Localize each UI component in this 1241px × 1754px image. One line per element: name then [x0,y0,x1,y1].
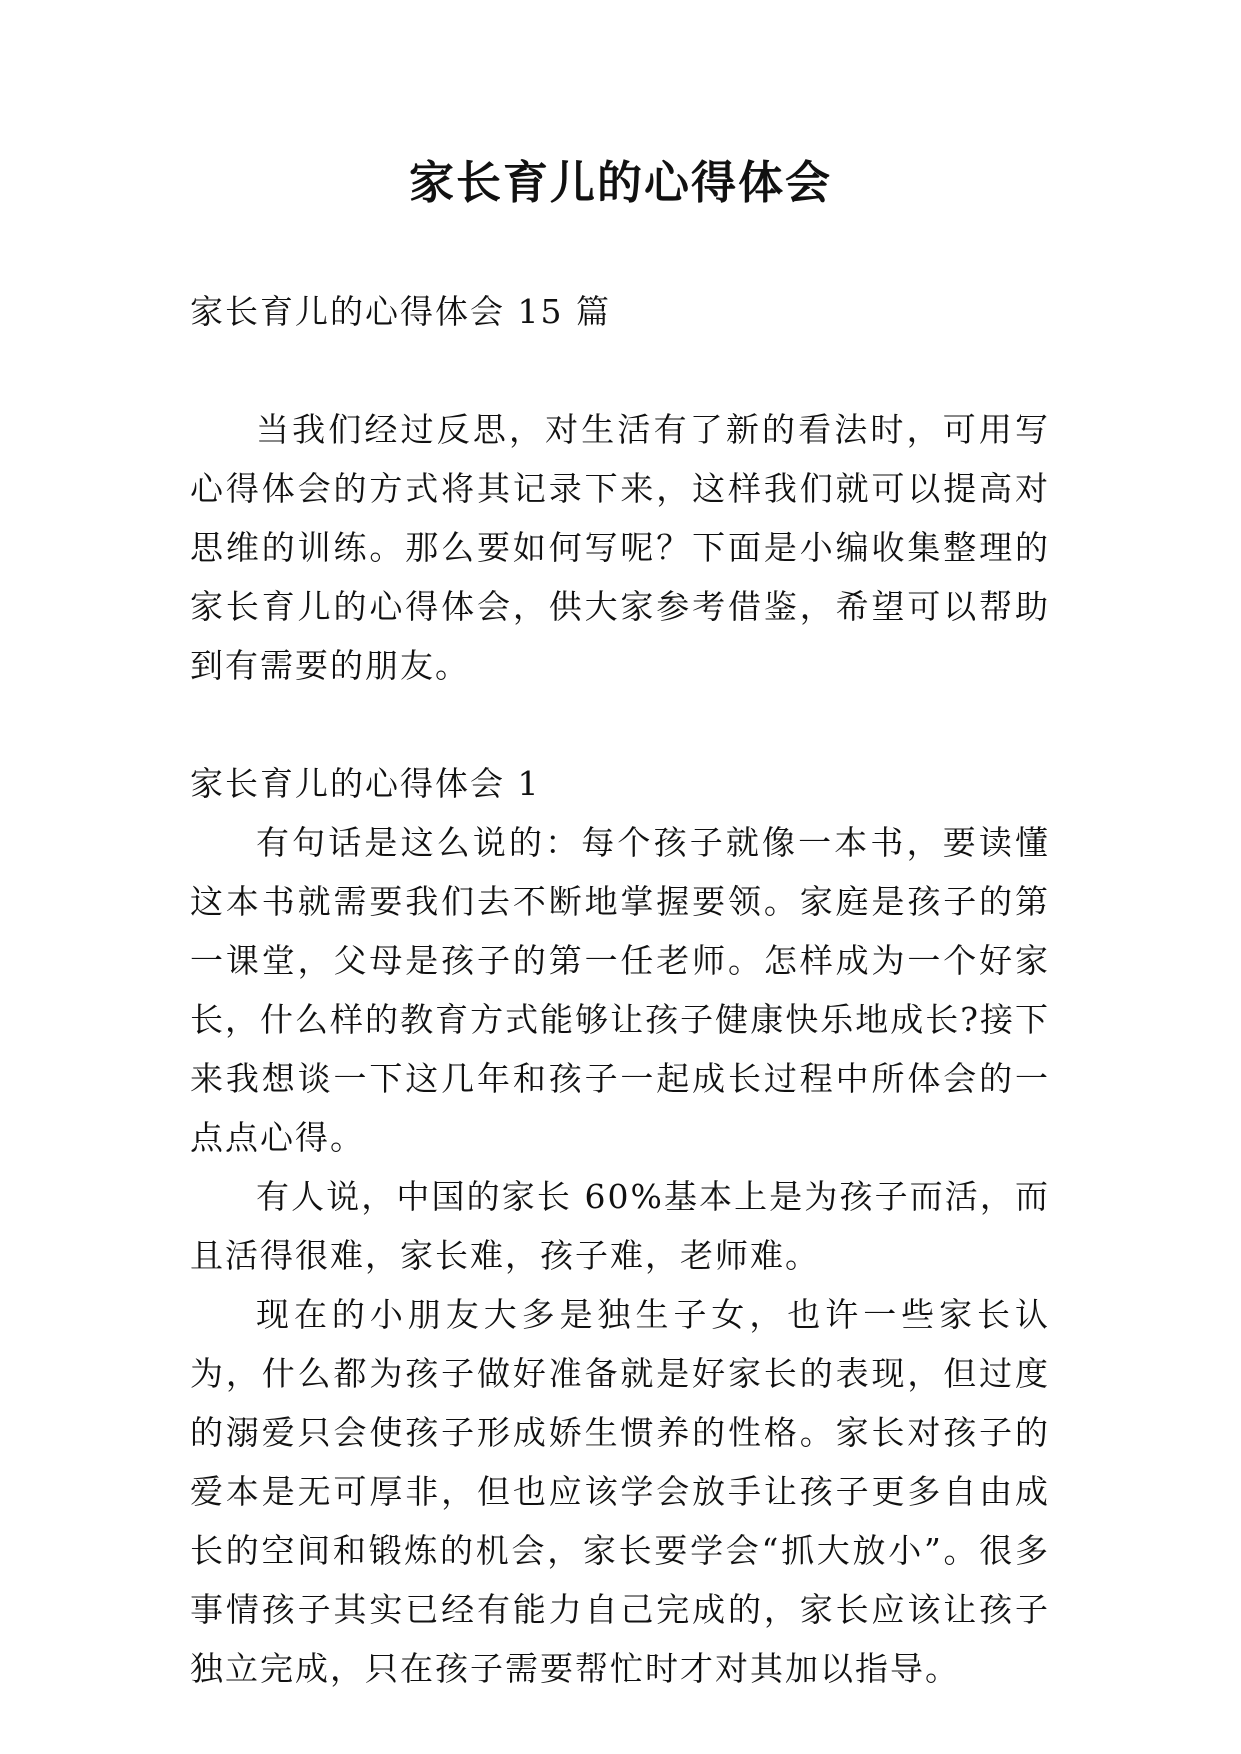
body-paragraph-1: 有句话是这么说的：每个孩子就像一本书，要读懂这本书就需要我们去不断地掌握要领。家庭是孩子的第一课堂，父母是孩子的第一任老师。怎样成为一个好家长，什么样的教育方式能够让孩子健康快乐地成长?接下来我想谈一下这几年和孩子一起成长过程中所体会的一点点心得。 [190,823,1050,1157]
body-paragraph-2: 有人说，中国的家长 60%基本上是为孩子而活，而且活得很难，家长难，孩子难，老师难。 [190,1177,1050,1275]
document-subtitle: 家长育儿的心得体会 15 篇 [190,292,611,331]
intro-paragraph: 当我们经过反思，对生活有了新的看法时，可用写心得体会的方式将其记录下来，这样我们就可以提高对思维的训练。那么要如何写呢？下面是小编收集整理的家长育儿的心得体会，供大家参考借鉴，希望可以帮助到有需要的朋友。 [190,410,1050,685]
section-heading: 家长育儿的心得体会 1 [190,764,541,803]
document-title: 家长育儿的心得体会 [408,156,832,209]
body-paragraph-3: 现在的小朋友大多是独生子女，也许一些家长认为，什么都为孩子做好准备就是好家长的表现，但过度的溺爱只会使孩子形成娇生惯养的性格。家长对孩子的爱本是无可厚非，但也应该学会放手让孩子更多自由成长的空间和锻炼的机会，家长要学会“抓大放小”。很多事情孩子其实已经有能力自己完成的，家长应该让孩子独立完成，只在孩子需要帮忙时才对其加以指导。 [190,1295,1050,1688]
document-body [190,282,1050,1698]
